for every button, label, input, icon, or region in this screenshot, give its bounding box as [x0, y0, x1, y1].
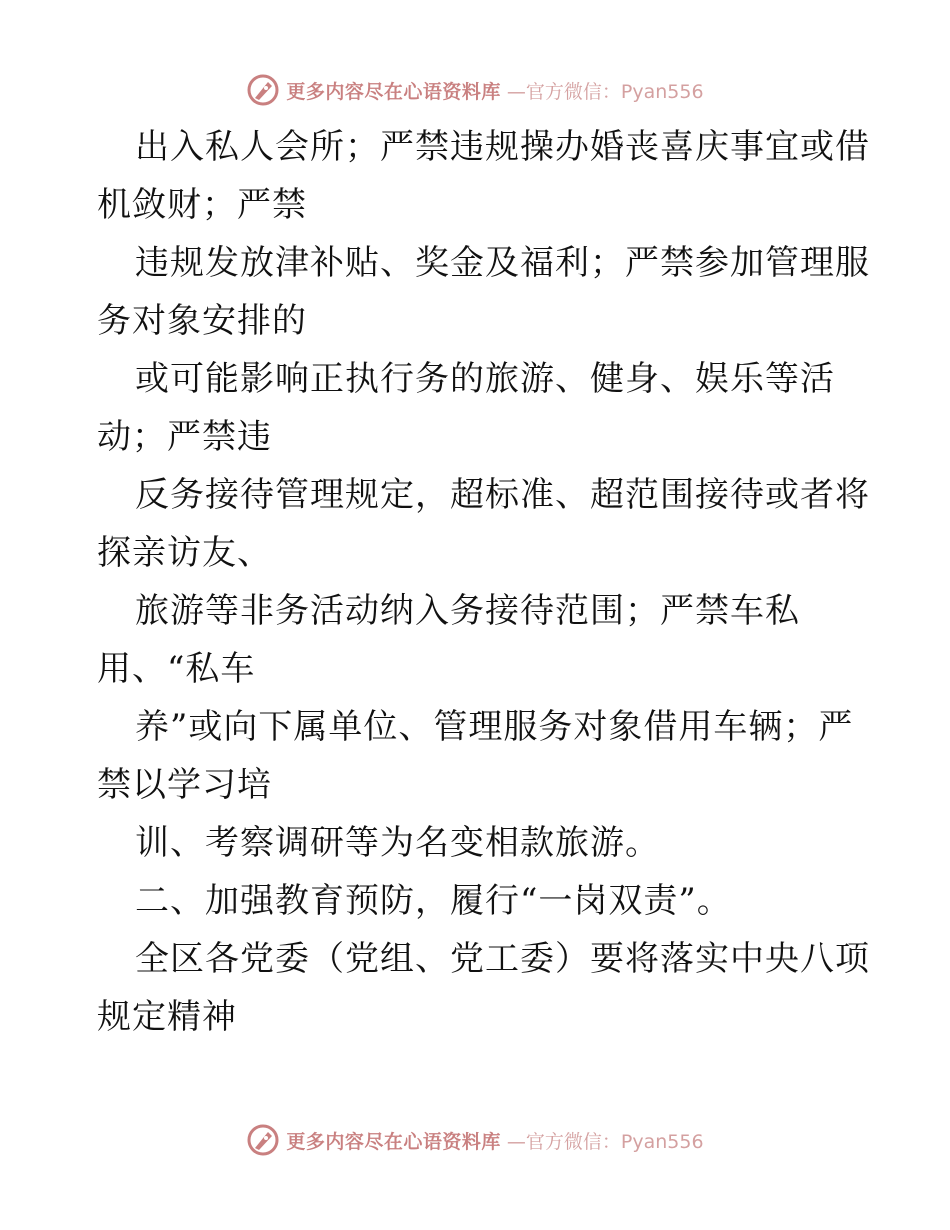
text-line: 探亲访友、	[97, 533, 272, 573]
watermark-main-text: 更多内容尽在心语资料库	[286, 1130, 501, 1153]
text-line: 务对象安排的	[97, 301, 307, 341]
text-line: 反务接待管理规定，超标准、超范围接待或者将	[135, 475, 870, 515]
text-line: 或可能影响正执行务的旅游、健身、娱乐等活	[135, 359, 835, 399]
document-body	[97, 118, 870, 1046]
text-line: 二、加强教育预防，履行“一岗双责”。	[135, 881, 732, 921]
text-line: 旅游等非务活动纳入务接待范围；严禁车私	[135, 591, 800, 631]
watermark-main-text: 更多内容尽在心语资料库	[286, 80, 501, 103]
text-line: 训、考察调研等为名变相款旅游。	[135, 823, 660, 863]
text-line: 出入私人会所；严禁违规操办婚丧喜庆事宜或借	[135, 127, 870, 167]
text-line: 机敛财；严禁	[97, 185, 307, 225]
text-line: 用、“私车	[97, 649, 256, 689]
text-line: 规定精神	[97, 997, 237, 1037]
text-line: 违规发放津补贴、奖金及福利；严禁参加管理服	[135, 243, 870, 283]
pen-nib-logo-icon	[246, 1123, 280, 1157]
watermark-wechat-text: —官方微信：Pyan556	[506, 80, 704, 103]
text-line: 养”或向下属单位、管理服务对象借用车辆；严	[135, 707, 854, 747]
text-line: 动；严禁违	[97, 417, 272, 457]
text-line: 全区各党委（党组、党工委）要将落实中央八项	[135, 939, 870, 979]
header-watermark-banner	[0, 70, 950, 110]
pen-nib-logo-icon	[246, 73, 280, 107]
text-line: 禁以学习培	[97, 765, 272, 805]
footer-watermark-banner	[0, 1120, 950, 1160]
watermark-wechat-text: —官方微信：Pyan556	[506, 1130, 704, 1153]
